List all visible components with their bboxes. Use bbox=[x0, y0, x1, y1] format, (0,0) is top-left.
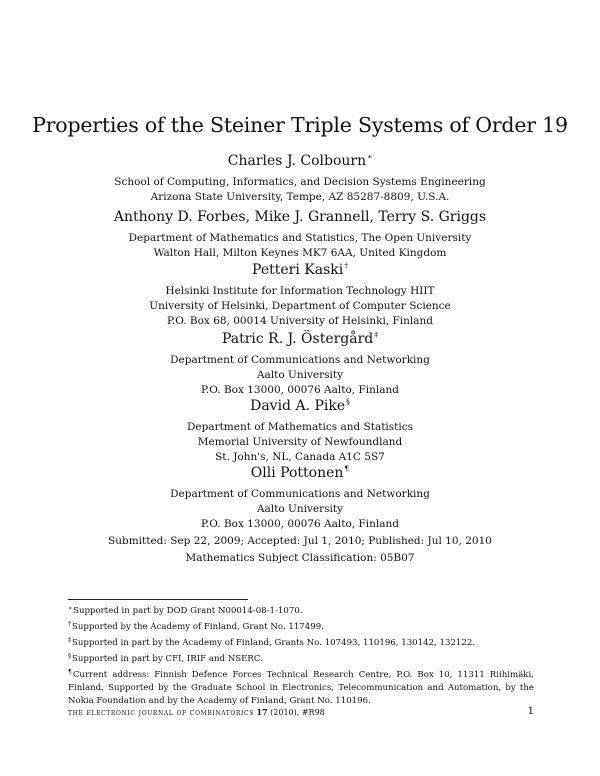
footnote-rule bbox=[68, 599, 248, 600]
affiliation bbox=[0, 487, 600, 532]
author-block bbox=[0, 152, 600, 205]
affiliation-line: University of Helsinki, Department of Computer Science bbox=[149, 300, 451, 312]
footnote-mark: ¶ bbox=[344, 464, 350, 473]
footnote: ¶Current address: Finnish Defence Forces Technical Research Centre, P.O. Box 10, 11311 Riihimäki, Finland. Supported by the Graduate School in Electronics, Telecommunication and Automation, by the Nokia Foundation and by the Academy of Finland, Grant No. 110196. bbox=[68, 669, 534, 706]
affiliation bbox=[0, 231, 600, 261]
affiliation-line: School of Computing, Informatics, and Decision Systems Engineering bbox=[114, 176, 486, 188]
footnote: ‡Supported in part by the Academy of Finland, Grants No. 107493, 110196, 130142, 132122. bbox=[68, 637, 476, 648]
affiliation bbox=[0, 420, 600, 465]
affiliation-line: Department of Mathematics and Statistics, The Open University bbox=[128, 232, 472, 244]
affiliation-line: Aalto University bbox=[256, 503, 344, 515]
paper-title: Properties of the Steiner Triple Systems of Order 19 bbox=[32, 113, 568, 137]
page-footer bbox=[68, 706, 534, 719]
affiliation bbox=[0, 175, 600, 205]
author-block bbox=[0, 261, 600, 329]
author-name: Charles J. Colbourn∗ bbox=[227, 152, 373, 169]
author-name: Petteri Kaski† bbox=[252, 261, 348, 278]
author-block bbox=[0, 208, 600, 261]
footnote: †Supported by the Academy of Finland, Grant No. 117499. bbox=[68, 621, 324, 632]
footnote-mark: ‡ bbox=[374, 330, 379, 339]
affiliation-line: P.O. Box 13000, 00076 Aalto, Finland bbox=[201, 518, 399, 530]
submission-dates: Submitted: Sep 22, 2009; Accepted: Jul 1, 2010; Published: Jul 10, 2010 bbox=[108, 535, 492, 547]
footnote-mark: † bbox=[344, 261, 348, 270]
footnote: ∗Supported in part by DOD Grant N00014-08-1-1070. bbox=[68, 605, 303, 616]
page-number: 1 bbox=[527, 706, 534, 717]
affiliation-line: Walton Hall, Milton Keynes MK7 6AA, United Kingdom bbox=[153, 247, 447, 259]
affiliation bbox=[0, 353, 600, 398]
affiliation-line: Department of Mathematics and Statistics bbox=[186, 421, 414, 433]
author-name: David A. Pike§ bbox=[250, 397, 350, 414]
journal-volume: 17 bbox=[256, 707, 268, 717]
affiliation-line: St. John's, NL, Canada A1C 5S7 bbox=[215, 451, 385, 463]
journal-year-article: (2010), #R98 bbox=[270, 708, 325, 717]
author-name: Anthony D. Forbes, Mike J. Grannell, Terry S. Griggs bbox=[113, 209, 487, 225]
affiliation-line: Helsinki Institute for Information Technology HIIT bbox=[165, 285, 435, 297]
footnote-mark: ∗ bbox=[367, 152, 373, 161]
footnote-mark: § bbox=[346, 397, 350, 406]
footnote: §Supported in part by CFI, IRIF and NSERC. bbox=[68, 653, 263, 664]
author-block bbox=[0, 397, 600, 465]
affiliation-line: Department of Communications and Networking bbox=[170, 488, 430, 500]
affiliation-line: P.O. Box 68, 00014 University of Helsinki, Finland bbox=[166, 315, 434, 327]
msc-classification: Mathematics Subject Classification: 05B07 bbox=[185, 552, 415, 564]
affiliation bbox=[0, 284, 600, 329]
submission-info bbox=[0, 533, 600, 567]
affiliation-line: Arizona State University, Tempe, AZ 85287-8809, U.S.A. bbox=[150, 191, 450, 203]
affiliation-line: Memorial University of Newfoundland bbox=[197, 436, 403, 448]
journal-name: the electronic journal of combinatorics bbox=[68, 708, 254, 717]
affiliation-line: Aalto University bbox=[256, 369, 344, 381]
affiliation-line: P.O. Box 13000, 00076 Aalto, Finland bbox=[201, 384, 399, 396]
author-name: Patric R. J. Östergård‡ bbox=[221, 330, 379, 347]
affiliation-line: Department of Communications and Networking bbox=[170, 354, 430, 366]
footnotes bbox=[68, 602, 534, 708]
author-block bbox=[0, 464, 600, 532]
author-name: Olli Pottonen¶ bbox=[250, 464, 350, 481]
author-block bbox=[0, 330, 600, 398]
